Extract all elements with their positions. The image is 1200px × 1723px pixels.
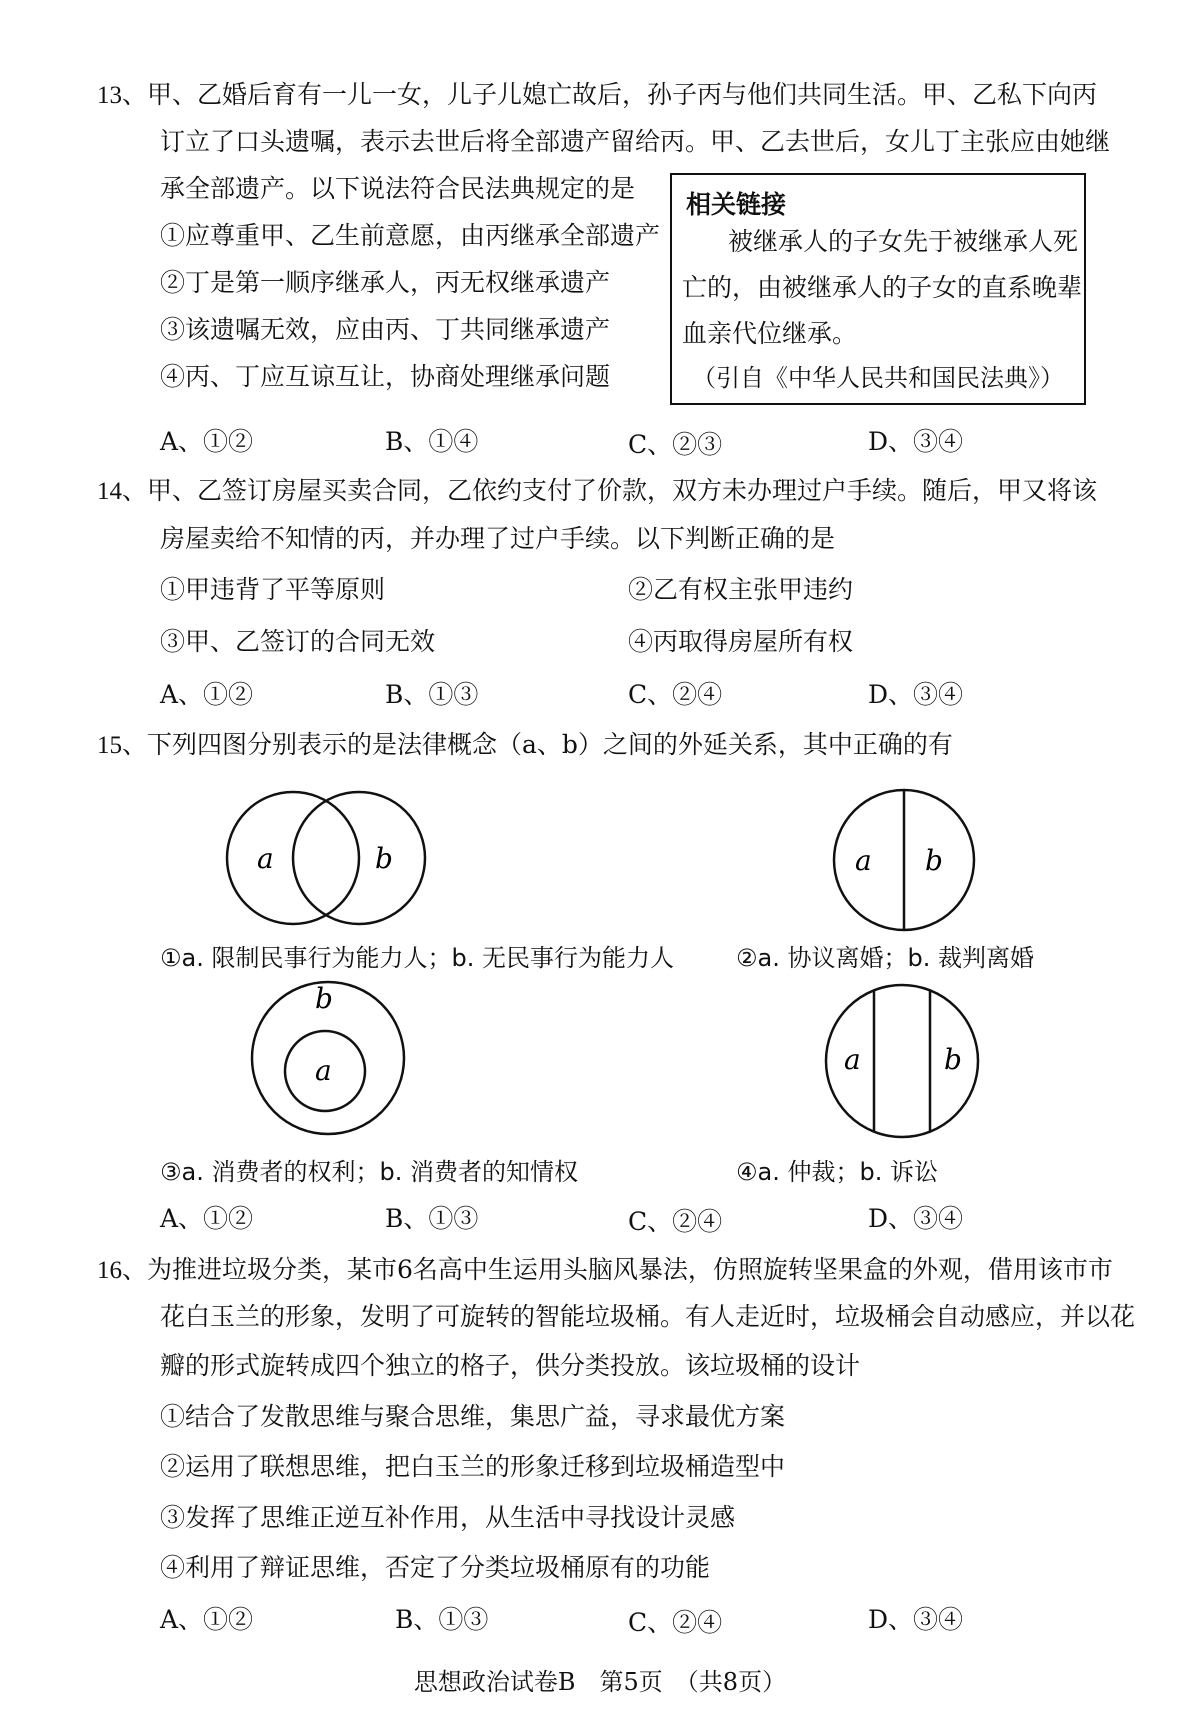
q16-line-1 <box>97 1253 1113 1288</box>
q13-item-2: ②丁是第一顺序继承人，丙无权继承遗产 <box>160 268 611 297</box>
figure-2-caption: ②a. 协议离婚；b. 裁判离婚 <box>736 944 1034 972</box>
q14-line-2: 房屋卖给不知情的丙，并办理了过户手续。以下判断正确的是 <box>160 524 836 553</box>
figure-1-label-b: b <box>375 842 393 875</box>
q15-option-c: C、②④ <box>628 1207 723 1236</box>
figure-3-label-b: b <box>315 982 333 1015</box>
figure-3-nested-diagram <box>243 978 413 1138</box>
q16-line-3: 瓣的形式旋转成四个独立的格子，供分类投放。该垃圾桶的设计 <box>160 1351 861 1380</box>
figure-1-label-a: a <box>257 842 274 875</box>
q13-option-a: A、①② <box>160 427 254 456</box>
q14-item-2: ②乙有权主张甲违约 <box>628 575 854 604</box>
q16-line-2: 花白玉兰的形象，发明了可旋转的智能垃圾桶。有人走近时，垃圾桶会自动感应，并以花 <box>160 1302 1136 1331</box>
q13-number: 13、 <box>97 82 148 109</box>
page-footer: 思想政治试卷B 第5页 （共8页） <box>413 1668 787 1696</box>
q13-option-d: D、③④ <box>868 427 964 456</box>
q14-number: 14、 <box>97 478 148 505</box>
q13-line-2: 订立了口头遗嘱，表示去世后将全部遗产留给丙。甲、乙去世后，女儿丁主张应由她继 <box>160 127 1111 156</box>
q16-item-2: ②运用了联想思维，把白玉兰的形象迁移到垃圾桶造型中 <box>160 1452 786 1481</box>
q13-option-c: C、②③ <box>628 430 723 459</box>
q14-option-b: B、①③ <box>385 680 479 709</box>
related-link-source: （引自《中华人民共和国民法典》） <box>692 364 1064 392</box>
q14-item-3: ③甲、乙签订的合同无效 <box>160 627 436 656</box>
q14-line-1 <box>97 474 1097 509</box>
q16-item-3: ③发挥了思维正逆互补作用，从生活中寻找设计灵感 <box>160 1503 736 1532</box>
q15-number: 15、 <box>97 732 148 759</box>
figure-4-label-b: b <box>944 1043 962 1076</box>
q16-item-1: ①结合了发散思维与聚合思维，集思广益，寻求最优方案 <box>160 1402 786 1431</box>
q13-option-b: B、①④ <box>385 427 479 456</box>
q14-option-a: A、①② <box>160 680 254 709</box>
q13-text-1: 甲、乙婚后育有一儿一女，儿子儿媳亡故后，孙子丙与他们共同生活。甲、乙私下向丙 <box>147 80 1098 109</box>
related-link-line-2: 亡的，由被继承人的子女的直系晚辈 <box>682 273 1083 302</box>
figure-2-label-a: a <box>855 844 872 877</box>
q13-item-3: ③该遗嘱无效，应由丙、丁共同继承遗产 <box>160 315 611 344</box>
q14-item-1: ①甲违背了平等原则 <box>160 575 386 604</box>
q16-text-1: 为推进垃圾分类，某市6名高中生运用头脑风暴法，仿照旋转坚果盒的外观，借用该市市 <box>147 1255 1113 1284</box>
related-link-line-1: 被继承人的子女先于被继承人死 <box>728 227 1079 256</box>
q13-item-1: ①应尊重甲、乙生前意愿，由丙继承全部遗产 <box>160 221 661 250</box>
q15-line-1 <box>97 728 953 763</box>
related-link-line-3: 血亲代位继承。 <box>682 319 858 348</box>
q14-option-c: C、②④ <box>628 680 723 709</box>
q15-option-b: B、①③ <box>385 1204 479 1233</box>
q16-option-c: C、②④ <box>628 1608 723 1637</box>
related-link-title: 相关链接 <box>686 190 787 219</box>
q14-option-d: D、③④ <box>868 680 964 709</box>
figure-1-overlap-diagram <box>215 778 435 938</box>
q13-line-1 <box>97 78 1097 113</box>
figure-1-caption: ①a. 限制民事行为能力人；b. 无民事行为能力人 <box>160 944 674 972</box>
q13-item-4: ④丙、丁应互谅互让，协商处理继承问题 <box>160 362 611 391</box>
figure-4-caption: ④a. 仲裁；b. 诉讼 <box>736 1158 938 1186</box>
q15-text-1: 下列四图分别表示的是法律概念（a、b）之间的外延关系，其中正确的有 <box>147 730 953 759</box>
q16-item-4: ④利用了辩证思维，否定了分类垃圾桶原有的功能 <box>160 1553 711 1582</box>
q14-item-4: ④丙取得房屋所有权 <box>628 627 854 656</box>
q16-number: 16、 <box>97 1257 148 1284</box>
q16-option-b: B、①③ <box>395 1605 489 1634</box>
figure-2-label-b: b <box>925 844 943 877</box>
q15-option-d: D、③④ <box>868 1204 964 1233</box>
related-link-box <box>670 173 1086 405</box>
q13-line-3: 承全部遗产。以下说法符合民法典规定的是 <box>160 174 636 203</box>
figure-4-three-part-diagram <box>816 975 988 1147</box>
q14-text-1: 甲、乙签订房屋买卖合同，乙依约支付了价款，双方未办理过户手续。随后，甲又将该 <box>147 476 1098 505</box>
figure-3-caption: ③a. 消费者的权利；b. 消费者的知情权 <box>160 1158 578 1186</box>
q16-option-a: A、①② <box>160 1605 254 1634</box>
figure-4-label-a: a <box>844 1043 861 1076</box>
figure-3-label-a: a <box>315 1054 332 1087</box>
q16-option-d: D、③④ <box>868 1605 964 1634</box>
figure-2-split-diagram <box>822 778 986 942</box>
q15-option-a: A、①② <box>160 1204 254 1233</box>
